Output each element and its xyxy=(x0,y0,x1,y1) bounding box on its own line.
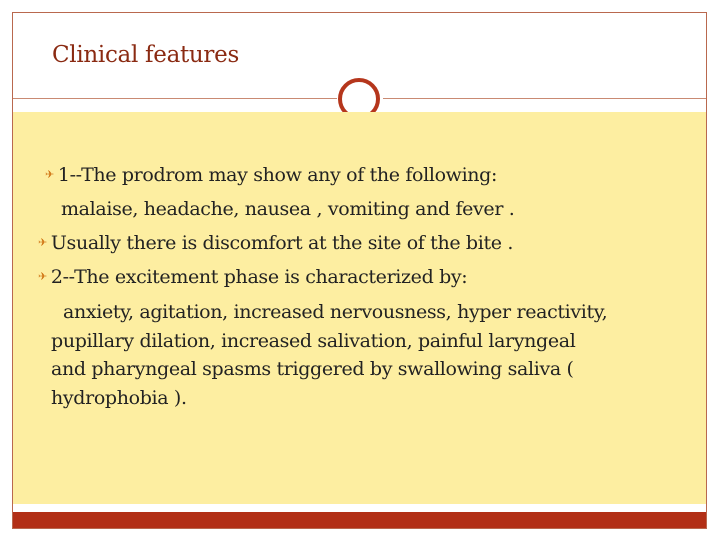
continuation-line: malaise, headache, nausea , vomiting and fever . xyxy=(61,198,515,220)
bullet-icon: ✈ xyxy=(45,168,54,181)
bullet-icon: ✈ xyxy=(38,236,47,249)
bullet-line-2 xyxy=(38,232,513,254)
continuation-line: and pharyngeal spasms triggered by swallowing saliva ( xyxy=(51,358,574,380)
continuation-line: anxiety, agitation, increased nervousness, hyper reactivity, xyxy=(63,301,608,323)
slide-title: Clinical features xyxy=(52,42,239,68)
continuation-line: hydrophobia ). xyxy=(51,387,187,409)
bullet-text: Usually there is discomfort at the site of the bite . xyxy=(50,232,514,254)
continuation-line: pupillary dilation, increased salivation, painful laryngeal xyxy=(51,330,576,352)
bullet-line-3 xyxy=(38,266,467,288)
bullet-line-1 xyxy=(45,164,497,186)
bullet-icon: ✈ xyxy=(38,270,47,283)
footer-bar xyxy=(13,512,706,528)
bullet-text: 2--The excitement phase is characterized by: xyxy=(50,266,468,288)
title-divider-left xyxy=(13,98,337,99)
title-divider-right xyxy=(383,98,706,99)
bullet-text: 1--The prodrom may show any of the following: xyxy=(57,164,498,186)
